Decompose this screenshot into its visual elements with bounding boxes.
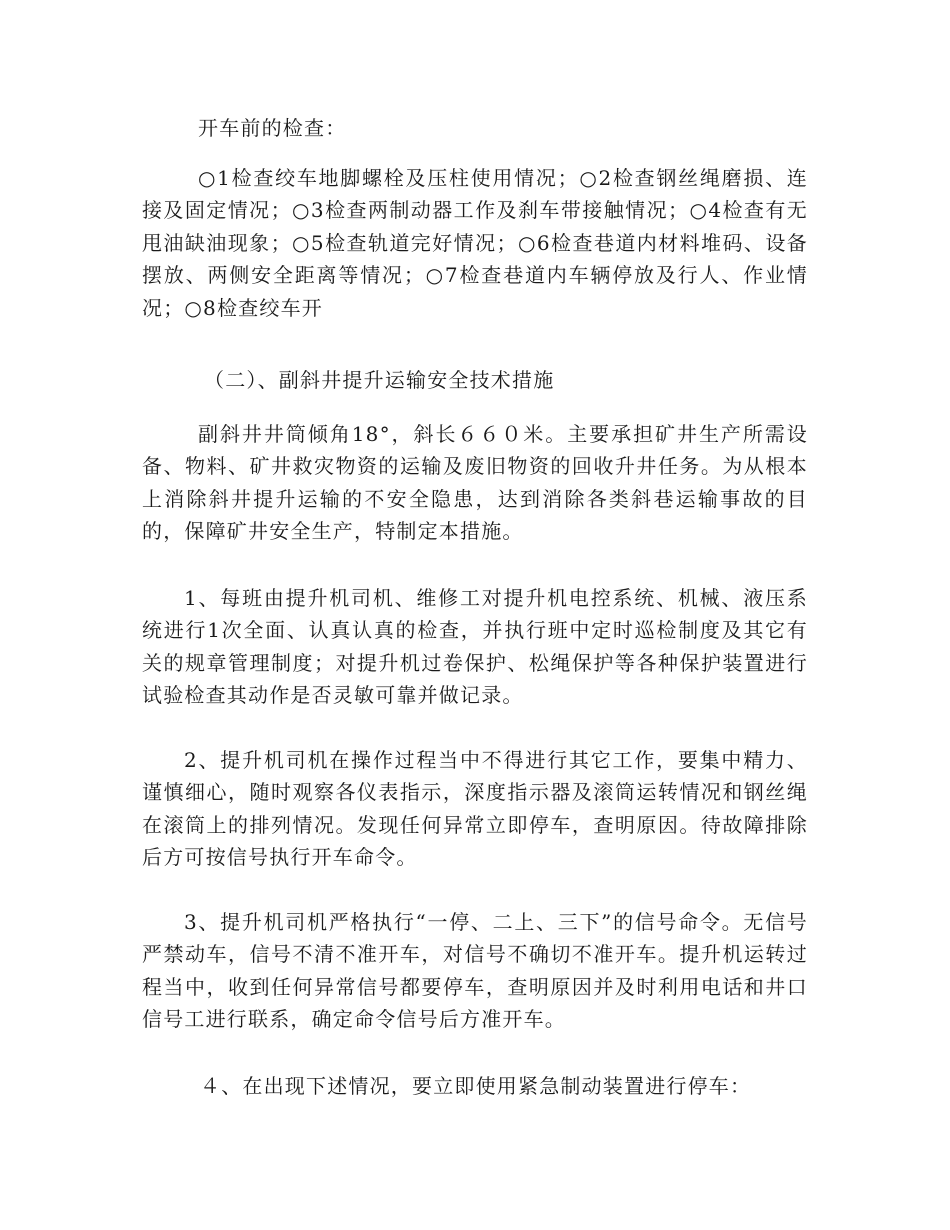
measure-item-1: 1、每班由提升机司机、维修工对提升机电控系统、机械、液压系统进行1次全面、认真认真的检查，并执行班中定时巡检制度及其它有关的规章管理制度；对提升机过卷保护、松绳保护等各种保护装置进行试验检查其动作是否灵敏可靠并做记录。 (142, 586, 808, 708)
measure-item-4: ４、在出现下述情况，要立即使用紧急制动装置进行停车： (200, 1074, 752, 1098)
section-heading: （二）、副斜井提升运输安全技术措施 (204, 368, 555, 392)
section-intro-paragraph: 副斜井井筒倾角18°，斜长６６０米。主要承担矿井生产所需设备、物料、矿井救灾物资的运输及废旧物资的回收升井任务。为从根本上消除斜井提升运输的不安全隐患，达到消除各类斜巷运输事故的目的，保障矿井安全生产，特制定本措施。 (142, 422, 808, 544)
measure-item-3: 3、提升机司机严格执行“一停、二上、三下”的信号命令。无信号严禁动车，信号不清不准开车，对信号不确切不准开车。提升机运转过程当中，收到任何异常信号都要停车，查明原因并及时利用电话和井口信号工进行联系，确定命令信号后方准开车。 (142, 910, 808, 1032)
measure-item-2: 2、提升机司机在操作过程当中不得进行其它工作，要集中精力、谨慎细心，随时观察各仪表指示，深度指示器及滚筒运转情况和钢丝绳在滚筒上的排列情况。发现任何异常立即停车，查明原因。待故障排除后方可按信号执行开车命令。 (142, 748, 808, 870)
pre-start-check-title: 开车前的检查： (198, 116, 347, 140)
pre-start-check-list: ○1检查绞车地脚螺栓及压柱使用情况；○2检查钢丝绳磨损、连接及固定情况；○3检查两制动器工作及刹车带接触情况；○4检查有无甩油缺油现象；○5检查轨道完好情况；○6检查巷道内材料堆码、设备摆放、两侧安全距离等情况；○7检查巷道内车辆停放及行人、作业情况；○8检查绞车开 (142, 166, 808, 320)
